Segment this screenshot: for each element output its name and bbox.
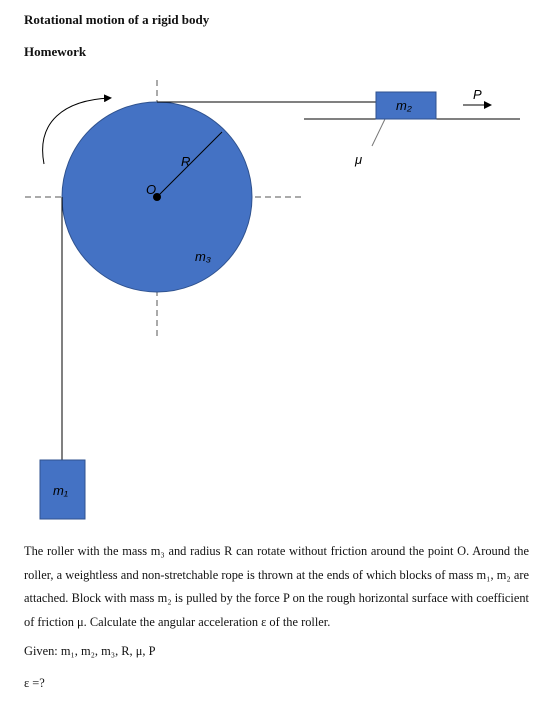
find-quantity: ε =? <box>24 676 45 690</box>
problem-statement: The roller with the mass m₃ and radius R can rotate without friction around the point O. Around the roller, a weightless and non-stretchable rope is thrown at the ends of which blocks of mass m₁, m₂ are attached. Block with mass m₂ is pulled by the force P on the rough horizontal surface with coefficient of friction μ. Calculate the angular acceleration ε of the roller. <box>24 544 529 629</box>
label-mu: μ <box>355 152 363 167</box>
label-r: R <box>181 154 191 169</box>
label-o: O <box>146 182 157 197</box>
document-title: Rotational motion of a rigid body <box>24 12 210 27</box>
label-m1: m₁ <box>53 483 68 498</box>
label-m2: m₂ <box>396 98 412 113</box>
label-p: P <box>473 87 482 102</box>
friction-leader-line <box>372 119 385 146</box>
pulley-diagram <box>0 72 547 532</box>
document-subtitle: Homework <box>24 44 87 59</box>
given-values: Given: m₁, m₂, m₃, R, μ, P <box>24 644 156 658</box>
label-m3: m₃ <box>195 249 211 264</box>
